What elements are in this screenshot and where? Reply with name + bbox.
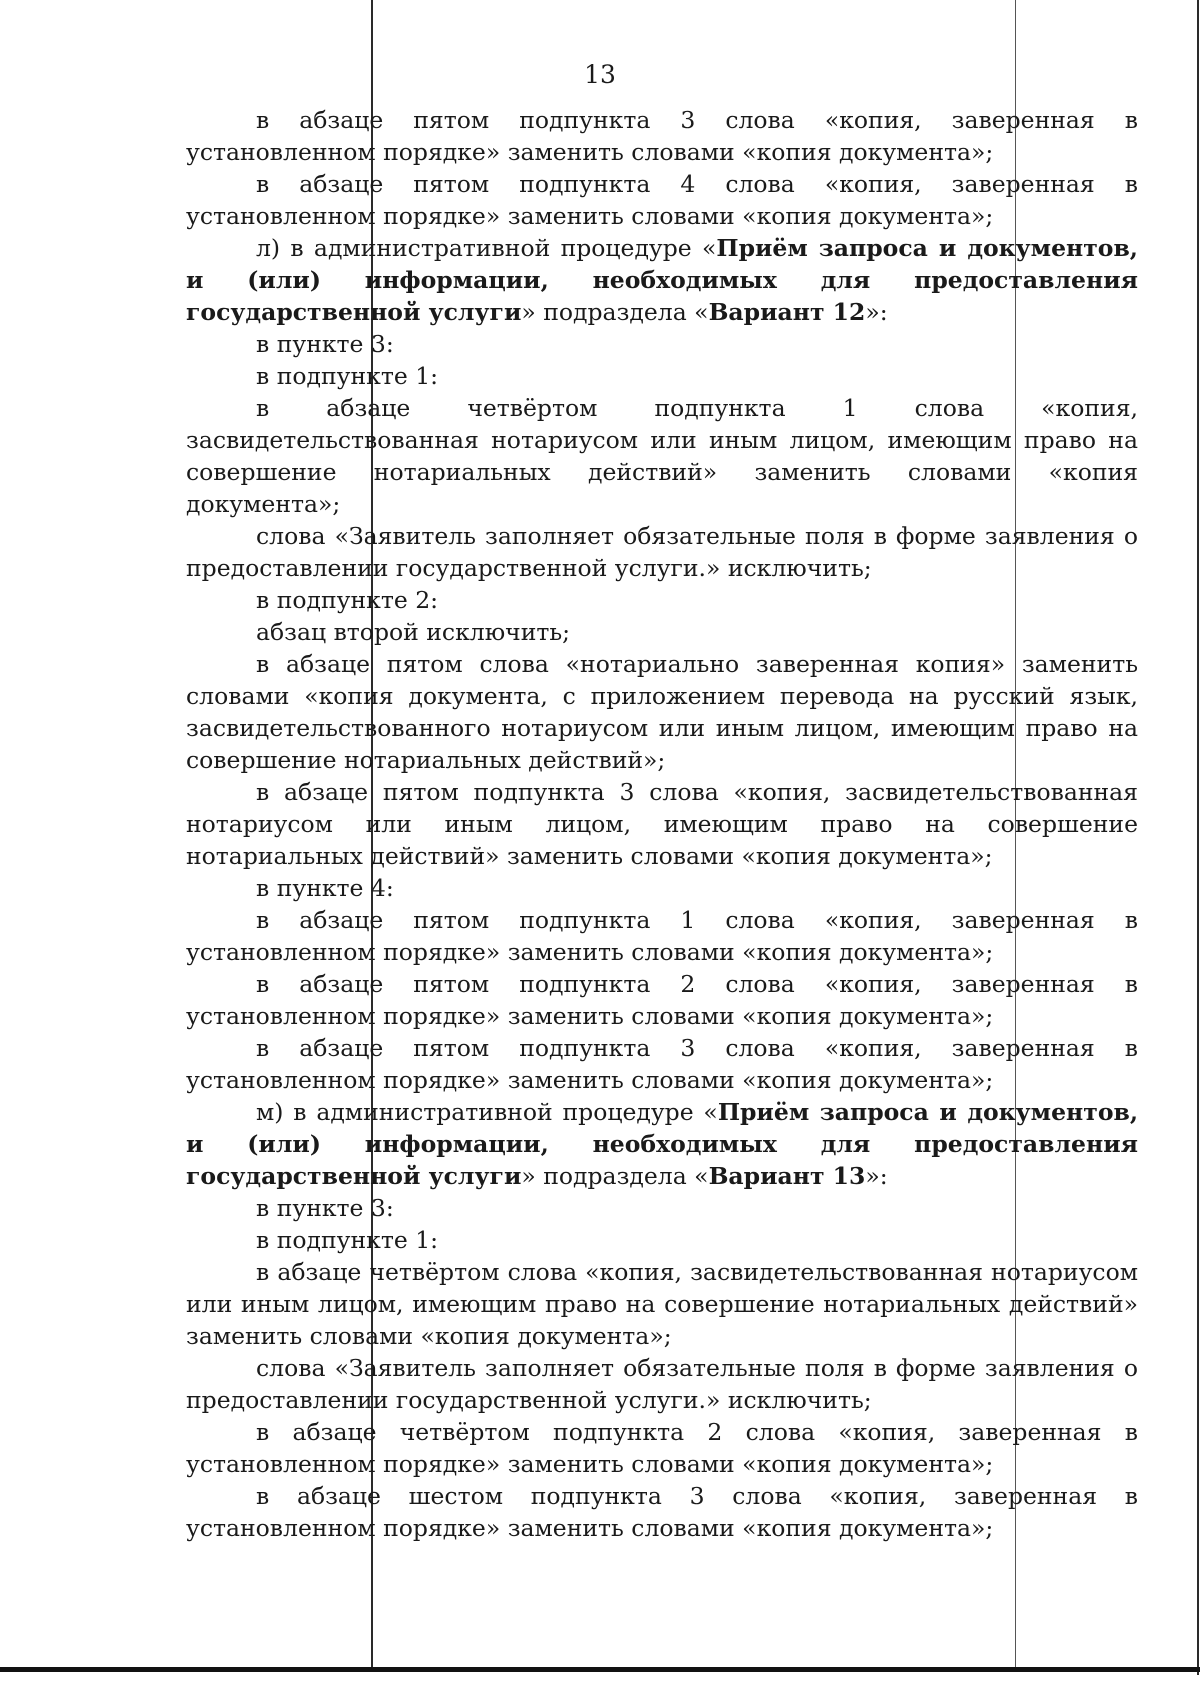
text-run: л) в административной процедуре «	[256, 234, 717, 262]
page-number: 13	[584, 60, 616, 89]
document-paragraph: в абзаце пятом слова «нотариально заверенная копия» заменить словами «копия документа, с приложением перевода на русский язык, засвидетельствованного нотариусом или иным лицом, имеющим право на совершение нотариальных действий»;	[186, 650, 1138, 774]
document-paragraph: слова «Заявитель заполняет обязательные поля в форме заявления о предоставлении государственной услуги.» исключить;	[186, 1354, 1138, 1414]
text-run: »:	[865, 1162, 888, 1190]
text-run: » подраздела «	[521, 298, 709, 326]
document-paragraph: в абзаце пятом подпункта 2 слова «копия, заверенная в установленном порядке» заменить словами «копия документа»;	[186, 970, 1138, 1030]
document-paragraph: в подпункте 1:	[256, 1226, 439, 1254]
bold-text: Приём запроса и документов, и (или) информации, необходимых для предоставления государственной услуги	[186, 234, 1138, 326]
document-paragraph: в абзаце пятом подпункта 3 слова «копия, заверенная в установленном порядке» заменить словами «копия документа»;	[186, 1034, 1138, 1094]
document-paragraph: в абзаце шестом подпункта 3 слова «копия, заверенная в установленном порядке» заменить словами «копия документа»;	[186, 1482, 1138, 1542]
bold-text: Вариант 13	[708, 1162, 866, 1190]
document-paragraph: в абзаце четвёртом подпункта 2 слова «копия, заверенная в установленном порядке» заменить словами «копия документа»;	[186, 1418, 1138, 1478]
document-paragraph: в абзаце пятом подпункта 3 слова «копия, засвидетельствованная нотариусом или иным лицом, имеющим право на совершение нотариальных действий» заменить словами «копия документа»;	[186, 778, 1138, 870]
bold-text: Вариант 12	[708, 298, 866, 326]
document-body	[186, 104, 1138, 1544]
text-run: м) в административной процедуре «	[256, 1098, 718, 1126]
bold-text: Приём запроса и документов, и (или) информации, необходимых для предоставления государственной услуги	[186, 1098, 1138, 1190]
document-paragraph: в абзаце четвёртом слова «копия, засвидетельствованная нотариусом или иным лицом, имеющим право на совершение нотариальных действий» заменить словами «копия документа»;	[186, 1258, 1138, 1350]
document-paragraph: в пункте 3:	[256, 1194, 394, 1222]
document-paragraph: абзац второй исключить;	[256, 618, 571, 646]
scan-artifact-bottom-edge	[0, 1667, 1200, 1672]
document-paragraph	[186, 232, 1138, 328]
document-paragraph: в абзаце пятом подпункта 4 слова «копия, заверенная в установленном порядке» заменить словами «копия документа»;	[186, 170, 1138, 230]
document-paragraph: в абзаце пятом подпункта 1 слова «копия, заверенная в установленном порядке» заменить словами «копия документа»;	[186, 906, 1138, 966]
document-paragraph: в абзаце пятом подпункта 3 слова «копия, заверенная в установленном порядке» заменить словами «копия документа»;	[186, 106, 1138, 166]
document-paragraph: в подпункте 2:	[256, 586, 439, 614]
scan-artifact-right-edge	[1197, 0, 1199, 1675]
document-paragraph: слова «Заявитель заполняет обязательные поля в форме заявления о предоставлении государственной услуги.» исключить;	[186, 522, 1138, 582]
document-paragraph: в пункте 4:	[256, 874, 394, 902]
document-paragraph: в подпункте 1:	[256, 362, 439, 390]
document-paragraph	[186, 1096, 1138, 1192]
text-run: »:	[865, 298, 888, 326]
document-paragraph: в абзаце четвёртом подпункта 1 слова «копия, засвидетельствованная нотариусом или иным лицом, имеющим право на совершение нотариальных действий» заменить словами «копия документа»;	[186, 394, 1138, 518]
text-run: » подраздела «	[521, 1162, 709, 1190]
document-paragraph: в пункте 3:	[256, 330, 394, 358]
